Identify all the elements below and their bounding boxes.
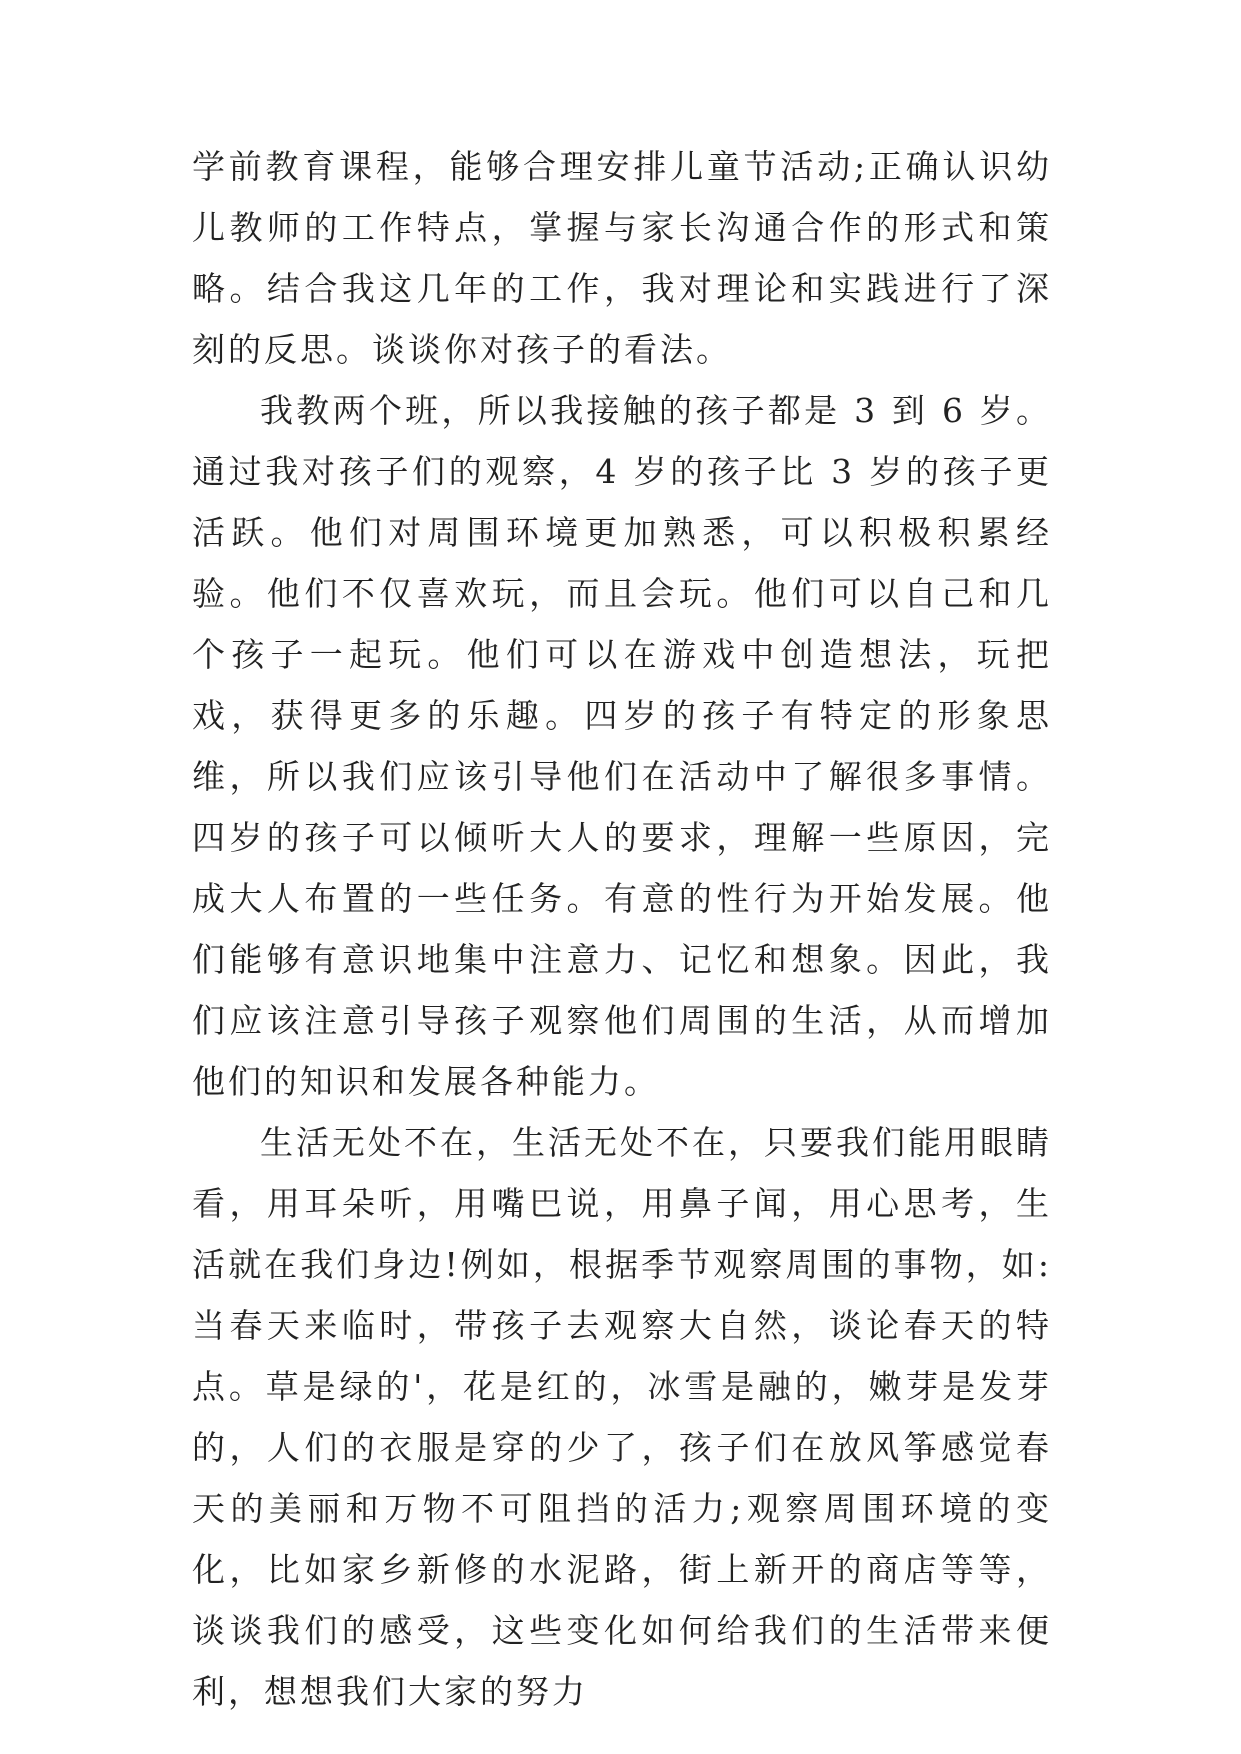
paragraph-2: 我教两个班，所以我接触的孩子都是 3 到 6 岁。通过我对孩子们的观察，4 岁的孩子比 3 岁的孩子更活跃。他们对周围环境更加熟悉，可以积极积累经验。他们不仅喜欢玩，而且会玩。他们可以自己和几个孩子一起玩。他们可以在游戏中创造想法，玩把戏，获得更多的乐趣。四岁的孩子有特定的形象思维，所以我们应该引导他们在活动中了解很多事情。四岁的孩子可以倾听大人的要求，理解一些原因，完成大人布置的一些任务。有意的性行为开始发展。他们能够有意识地集中注意力、记忆和想象。因此，我们应该注意引导孩子观察他们周围的生活，从而增加他们的知识和发展各种能力。 bbox=[192, 391, 1052, 1101]
paragraph-3: 生活无处不在，生活无处不在，只要我们能用眼睛看，用耳朵听，用嘴巴说，用鼻子闻，用心思考，生活就在我们身边!例如，根据季节观察周围的事物，如:当春天来临时，带孩子去观察大自然，谈论春天的特点。草是绿的'，花是红的，冰雪是融的，嫩芽是发芽的，人们的衣服是穿的少了，孩子们在放风筝感觉春天的美丽和万物不可阻挡的活力;观察周围环境的变化，比如家乡新修的水泥路，街上新开的商店等等，谈谈我们的感受，这些变化如何给我们的生活带来便利，想想我们大家的努力 bbox=[192, 1123, 1052, 1711]
paragraph-1: 学前教育课程，能够合理安排儿童节活动;正确认识幼儿教师的工作特点，掌握与家长沟通合作的形式和策略。结合我这几年的工作，我对理论和实践进行了深刻的反思。谈谈你对孩子的看法。 bbox=[192, 147, 1052, 369]
document-body bbox=[192, 136, 1052, 1722]
